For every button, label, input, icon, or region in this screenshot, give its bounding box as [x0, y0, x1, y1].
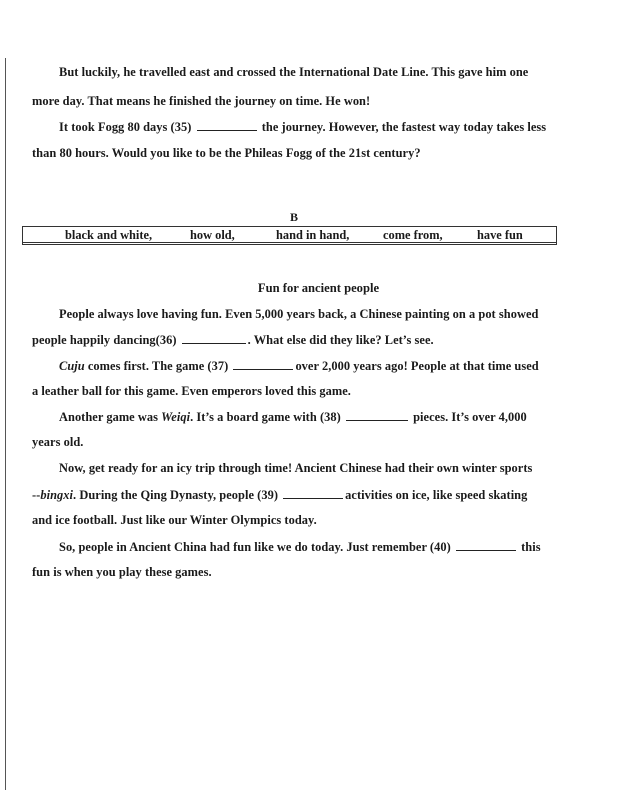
passage-b-line-11 — [32, 565, 212, 580]
passage-b-line-1 — [59, 307, 538, 322]
blank-39[interactable] — [283, 487, 343, 499]
passage-b-line-3 — [59, 358, 539, 374]
passage-b-text: pieces. It’s over 4,000 — [413, 410, 527, 424]
passage-b-text: -- — [32, 488, 41, 502]
passage-title: Fun for ancient people — [257, 281, 380, 295]
passage-b-text: fun is when you play these games. — [32, 565, 212, 579]
section-b-label: B — [290, 210, 299, 224]
passage-b-italic-term: Weiqi — [161, 410, 191, 424]
passage-b-line-10 — [59, 539, 541, 555]
passage-b-text: Another game was — [59, 410, 162, 424]
passage-a-line-1 — [59, 65, 528, 80]
word-bank-item: black and white, — [65, 228, 153, 242]
passage-b-text: comes first. The game (37) — [84, 359, 229, 373]
passage-b-line-5 — [59, 409, 527, 425]
passage-b-text: this — [521, 540, 541, 554]
blank-38[interactable] — [346, 409, 408, 421]
word-bank-item: have fun — [477, 228, 523, 242]
passage-a-text: But luckily, he travelled east and crossed the International Date Line. This gave him one — [59, 65, 529, 79]
passage-b-text: . What else did they like? Let’s see. — [247, 333, 434, 347]
passage-b-line-4 — [32, 384, 351, 399]
passage-b-text: So, people in Ancient China had fun like we do today. Just remember (40) — [59, 540, 451, 554]
passage-a-line-2 — [32, 94, 370, 109]
passage-b-text: people happily dancing(36) — [32, 333, 177, 347]
passage-a-text: more day. That means he finished the journey on time. He won! — [32, 94, 371, 108]
blank-35[interactable] — [197, 119, 257, 131]
blank-36[interactable] — [182, 332, 246, 344]
passage-b-italic-term: bingxi — [40, 488, 74, 502]
passage-b-text: and ice football. Just like our Winter Olympics today. — [32, 513, 317, 527]
blank-37[interactable] — [233, 358, 293, 370]
passage-b-text: over 2,000 years ago! People at that time used — [295, 359, 539, 373]
passage-b-text: a leather ball for this game. Even emperors loved this game. — [32, 384, 351, 398]
passage-b-text: years old. — [32, 435, 84, 449]
passage-a-line-3 — [59, 119, 546, 135]
passage-a-text: the journey. However, the fastest way today takes less — [261, 120, 547, 134]
passage-b-text: . During the Qing Dynasty, people (39) — [73, 488, 279, 502]
passage-b-text: Now, get ready for an icy trip through time! Ancient Chinese had their own winter sports — [59, 461, 533, 475]
passage-b-text: People always love having fun. Even 5,000 years back, a Chinese painting on a pot showed — [59, 307, 539, 321]
passage-a-text: than 80 hours. Would you like to be the Phileas Fogg of the 21st century? — [32, 146, 421, 160]
passage-a-text: It took Fogg 80 days (35) — [59, 120, 192, 134]
passage-b-text: activities on ice, like speed skating — [345, 488, 528, 502]
passage-b-line-9 — [32, 513, 317, 528]
blank-40[interactable] — [456, 539, 516, 551]
word-bank-item: hand in hand, — [276, 228, 350, 242]
word-bank-box — [22, 226, 557, 245]
passage-b-line-8 — [32, 487, 527, 503]
passage-b-line-6 — [32, 435, 83, 450]
passage-b-italic-term: Cuju — [59, 359, 85, 373]
word-bank-item: come from, — [383, 228, 443, 242]
passage-b-line-2 — [32, 332, 434, 348]
page-margin-line — [5, 58, 6, 790]
word-bank-item: how old, — [190, 228, 235, 242]
passage-a-line-4 — [32, 146, 421, 161]
passage-b-line-7 — [59, 461, 532, 476]
passage-b-text: . It’s a board game with (38) — [190, 410, 341, 424]
